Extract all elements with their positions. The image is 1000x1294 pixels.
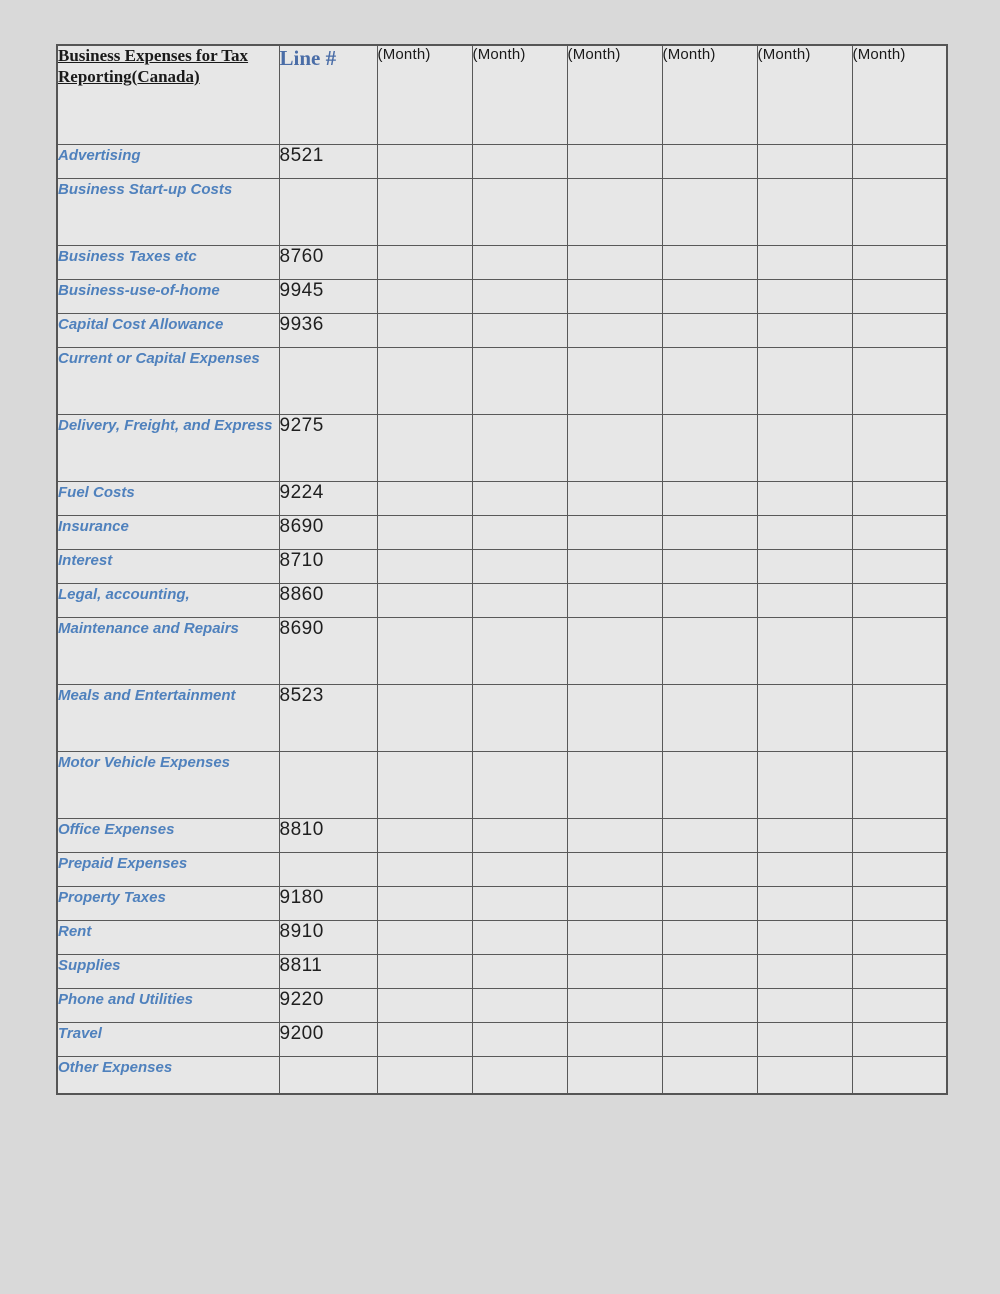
- month-value-cell: [662, 1022, 757, 1056]
- month-value-cell: [472, 818, 567, 852]
- month-value-cell: [662, 144, 757, 178]
- line-number-header: Line #: [279, 45, 377, 144]
- month-value-cell: [472, 313, 567, 347]
- month-value-cell: [662, 954, 757, 988]
- line-number-cell: 8910: [279, 920, 377, 954]
- month-value-cell: [567, 481, 662, 515]
- month-value-cell: [757, 751, 852, 818]
- month-value-cell: [567, 988, 662, 1022]
- month-value-cell: [472, 886, 567, 920]
- month-value-cell: [662, 751, 757, 818]
- month-value-cell: [662, 988, 757, 1022]
- table-row: [57, 1056, 947, 1094]
- line-number-cell: 9275: [279, 414, 377, 481]
- month-value-cell: [472, 414, 567, 481]
- month-value-cell: [567, 178, 662, 245]
- line-number-cell: 8690: [279, 515, 377, 549]
- line-number-cell: 8810: [279, 818, 377, 852]
- month-value-cell: [377, 1056, 472, 1094]
- table-row: [57, 684, 947, 751]
- month-value-cell: [377, 245, 472, 279]
- month-value-cell: [567, 852, 662, 886]
- month-value-cell: [472, 684, 567, 751]
- month-value-cell: [852, 347, 947, 414]
- expense-rows-body: [57, 144, 947, 1094]
- month-value-cell: [377, 414, 472, 481]
- month-value-cell: [757, 852, 852, 886]
- line-number-cell: 8690: [279, 617, 377, 684]
- month-value-cell: [757, 313, 852, 347]
- table-row: [57, 617, 947, 684]
- month-value-cell: [377, 515, 472, 549]
- expense-name-cell: Current or Capital Expenses: [57, 347, 279, 414]
- month-value-cell: [567, 279, 662, 313]
- month-column-header: (Month): [377, 45, 472, 144]
- month-value-cell: [567, 414, 662, 481]
- month-column-header: (Month): [852, 45, 947, 144]
- month-value-cell: [662, 1056, 757, 1094]
- month-value-cell: [377, 852, 472, 886]
- month-value-cell: [852, 684, 947, 751]
- expense-name-cell: Motor Vehicle Expenses: [57, 751, 279, 818]
- month-value-cell: [757, 954, 852, 988]
- table-row: [57, 313, 947, 347]
- month-value-cell: [472, 852, 567, 886]
- month-value-cell: [757, 144, 852, 178]
- expense-name-cell: Legal, accounting,: [57, 583, 279, 617]
- month-value-cell: [377, 954, 472, 988]
- table-row: [57, 920, 947, 954]
- line-number-cell: 9224: [279, 481, 377, 515]
- expense-name-cell: Interest: [57, 549, 279, 583]
- month-value-cell: [472, 954, 567, 988]
- month-value-cell: [852, 245, 947, 279]
- month-value-cell: [377, 988, 472, 1022]
- expense-name-cell: Insurance: [57, 515, 279, 549]
- month-value-cell: [852, 583, 947, 617]
- month-value-cell: [662, 515, 757, 549]
- month-value-cell: [757, 515, 852, 549]
- month-value-cell: [662, 347, 757, 414]
- month-value-cell: [377, 818, 472, 852]
- month-value-cell: [852, 1056, 947, 1094]
- expense-name-cell: Advertising: [57, 144, 279, 178]
- expense-name-cell: Phone and Utilities: [57, 988, 279, 1022]
- month-value-cell: [757, 414, 852, 481]
- month-value-cell: [852, 954, 947, 988]
- month-value-cell: [472, 583, 567, 617]
- month-value-cell: [662, 886, 757, 920]
- month-value-cell: [567, 313, 662, 347]
- month-value-cell: [567, 684, 662, 751]
- month-value-cell: [852, 852, 947, 886]
- month-value-cell: [852, 313, 947, 347]
- month-value-cell: [852, 481, 947, 515]
- month-value-cell: [662, 279, 757, 313]
- line-number-cell: 8811: [279, 954, 377, 988]
- month-value-cell: [567, 245, 662, 279]
- table-row: [57, 144, 947, 178]
- month-value-cell: [567, 583, 662, 617]
- month-value-cell: [852, 549, 947, 583]
- month-value-cell: [662, 818, 757, 852]
- month-value-cell: [662, 920, 757, 954]
- month-value-cell: [567, 617, 662, 684]
- line-number-cell: 8523: [279, 684, 377, 751]
- month-value-cell: [377, 1022, 472, 1056]
- expense-name-cell: Travel: [57, 1022, 279, 1056]
- month-value-cell: [472, 617, 567, 684]
- month-value-cell: [662, 313, 757, 347]
- month-value-cell: [852, 144, 947, 178]
- month-value-cell: [472, 515, 567, 549]
- month-value-cell: [662, 414, 757, 481]
- table-row: [57, 954, 947, 988]
- month-value-cell: [472, 481, 567, 515]
- month-value-cell: [757, 481, 852, 515]
- line-number-cell: 8710: [279, 549, 377, 583]
- month-value-cell: [377, 751, 472, 818]
- month-value-cell: [377, 178, 472, 245]
- month-value-cell: [472, 549, 567, 583]
- month-value-cell: [472, 245, 567, 279]
- month-value-cell: [662, 617, 757, 684]
- expense-name-cell: Business-use-of-home: [57, 279, 279, 313]
- month-value-cell: [757, 1056, 852, 1094]
- expense-name-cell: Rent: [57, 920, 279, 954]
- month-value-cell: [377, 920, 472, 954]
- table-row: [57, 515, 947, 549]
- month-value-cell: [757, 988, 852, 1022]
- expense-name-cell: Fuel Costs: [57, 481, 279, 515]
- expense-name-cell: Maintenance and Repairs: [57, 617, 279, 684]
- month-value-cell: [377, 347, 472, 414]
- month-value-cell: [567, 144, 662, 178]
- expense-table: [56, 44, 948, 1095]
- month-value-cell: [567, 549, 662, 583]
- month-column-header: (Month): [567, 45, 662, 144]
- line-number-cell: [279, 751, 377, 818]
- line-number-cell: 9200: [279, 1022, 377, 1056]
- expense-name-cell: Other Expenses: [57, 1056, 279, 1094]
- month-value-cell: [852, 1022, 947, 1056]
- month-value-cell: [662, 245, 757, 279]
- month-value-cell: [662, 481, 757, 515]
- month-value-cell: [472, 1056, 567, 1094]
- month-value-cell: [852, 414, 947, 481]
- month-value-cell: [377, 886, 472, 920]
- month-value-cell: [472, 988, 567, 1022]
- month-value-cell: [757, 920, 852, 954]
- month-value-cell: [567, 515, 662, 549]
- month-column-header: (Month): [662, 45, 757, 144]
- expense-name-cell: Meals and Entertainment: [57, 684, 279, 751]
- expense-name-cell: Property Taxes: [57, 886, 279, 920]
- month-value-cell: [852, 988, 947, 1022]
- expense-name-cell: Business Start-up Costs: [57, 178, 279, 245]
- month-value-cell: [852, 818, 947, 852]
- month-value-cell: [757, 245, 852, 279]
- month-value-cell: [567, 818, 662, 852]
- month-value-cell: [567, 751, 662, 818]
- month-value-cell: [852, 279, 947, 313]
- table-row: [57, 751, 947, 818]
- month-value-cell: [757, 549, 852, 583]
- month-value-cell: [757, 886, 852, 920]
- month-value-cell: [472, 347, 567, 414]
- line-number-cell: [279, 347, 377, 414]
- month-value-cell: [472, 178, 567, 245]
- month-value-cell: [662, 549, 757, 583]
- table-row: [57, 245, 947, 279]
- line-number-cell: [279, 1056, 377, 1094]
- month-value-cell: [662, 583, 757, 617]
- month-value-cell: [377, 279, 472, 313]
- month-value-cell: [757, 1022, 852, 1056]
- table-row: [57, 1022, 947, 1056]
- expense-name-cell: Supplies: [57, 954, 279, 988]
- line-number-cell: [279, 852, 377, 886]
- header-row: [57, 45, 947, 144]
- month-value-cell: [852, 178, 947, 245]
- line-number-cell: 9220: [279, 988, 377, 1022]
- month-value-cell: [757, 583, 852, 617]
- month-value-cell: [662, 178, 757, 245]
- month-value-cell: [757, 178, 852, 245]
- month-value-cell: [377, 144, 472, 178]
- table-row: [57, 347, 947, 414]
- table-row: [57, 279, 947, 313]
- month-value-cell: [377, 549, 472, 583]
- expense-name-cell: Delivery, Freight, and Express: [57, 414, 279, 481]
- table-row: [57, 988, 947, 1022]
- table-row: [57, 886, 947, 920]
- month-value-cell: [377, 617, 472, 684]
- month-value-cell: [757, 818, 852, 852]
- month-value-cell: [567, 954, 662, 988]
- table-title: Business Expenses for Tax Reporting(Canada): [57, 45, 279, 144]
- month-value-cell: [377, 481, 472, 515]
- month-value-cell: [567, 886, 662, 920]
- expense-name-cell: Business Taxes etc: [57, 245, 279, 279]
- line-number-cell: 9180: [279, 886, 377, 920]
- month-value-cell: [377, 684, 472, 751]
- line-number-cell: 8860: [279, 583, 377, 617]
- month-value-cell: [757, 617, 852, 684]
- month-value-cell: [472, 751, 567, 818]
- month-value-cell: [377, 313, 472, 347]
- month-value-cell: [567, 1022, 662, 1056]
- table-row: [57, 852, 947, 886]
- month-value-cell: [567, 347, 662, 414]
- line-number-cell: [279, 178, 377, 245]
- month-value-cell: [472, 920, 567, 954]
- month-value-cell: [852, 886, 947, 920]
- document-sheet: [56, 44, 948, 1095]
- expense-name-cell: Office Expenses: [57, 818, 279, 852]
- month-value-cell: [662, 684, 757, 751]
- month-value-cell: [472, 1022, 567, 1056]
- month-column-header: (Month): [757, 45, 852, 144]
- month-value-cell: [377, 583, 472, 617]
- line-number-cell: 9936: [279, 313, 377, 347]
- line-number-cell: 8760: [279, 245, 377, 279]
- month-value-cell: [662, 852, 757, 886]
- table-row: [57, 178, 947, 245]
- month-value-cell: [852, 920, 947, 954]
- table-row: [57, 481, 947, 515]
- expense-name-cell: Prepaid Expenses: [57, 852, 279, 886]
- month-value-cell: [852, 751, 947, 818]
- month-value-cell: [472, 144, 567, 178]
- line-number-cell: 9945: [279, 279, 377, 313]
- table-row: [57, 549, 947, 583]
- line-number-cell: 8521: [279, 144, 377, 178]
- month-value-cell: [567, 920, 662, 954]
- table-row: [57, 414, 947, 481]
- month-value-cell: [852, 617, 947, 684]
- month-value-cell: [757, 347, 852, 414]
- expense-name-cell: Capital Cost Allowance: [57, 313, 279, 347]
- month-value-cell: [757, 279, 852, 313]
- month-value-cell: [472, 279, 567, 313]
- month-value-cell: [567, 1056, 662, 1094]
- table-row: [57, 818, 947, 852]
- month-value-cell: [852, 515, 947, 549]
- month-value-cell: [757, 684, 852, 751]
- month-column-header: (Month): [472, 45, 567, 144]
- table-row: [57, 583, 947, 617]
